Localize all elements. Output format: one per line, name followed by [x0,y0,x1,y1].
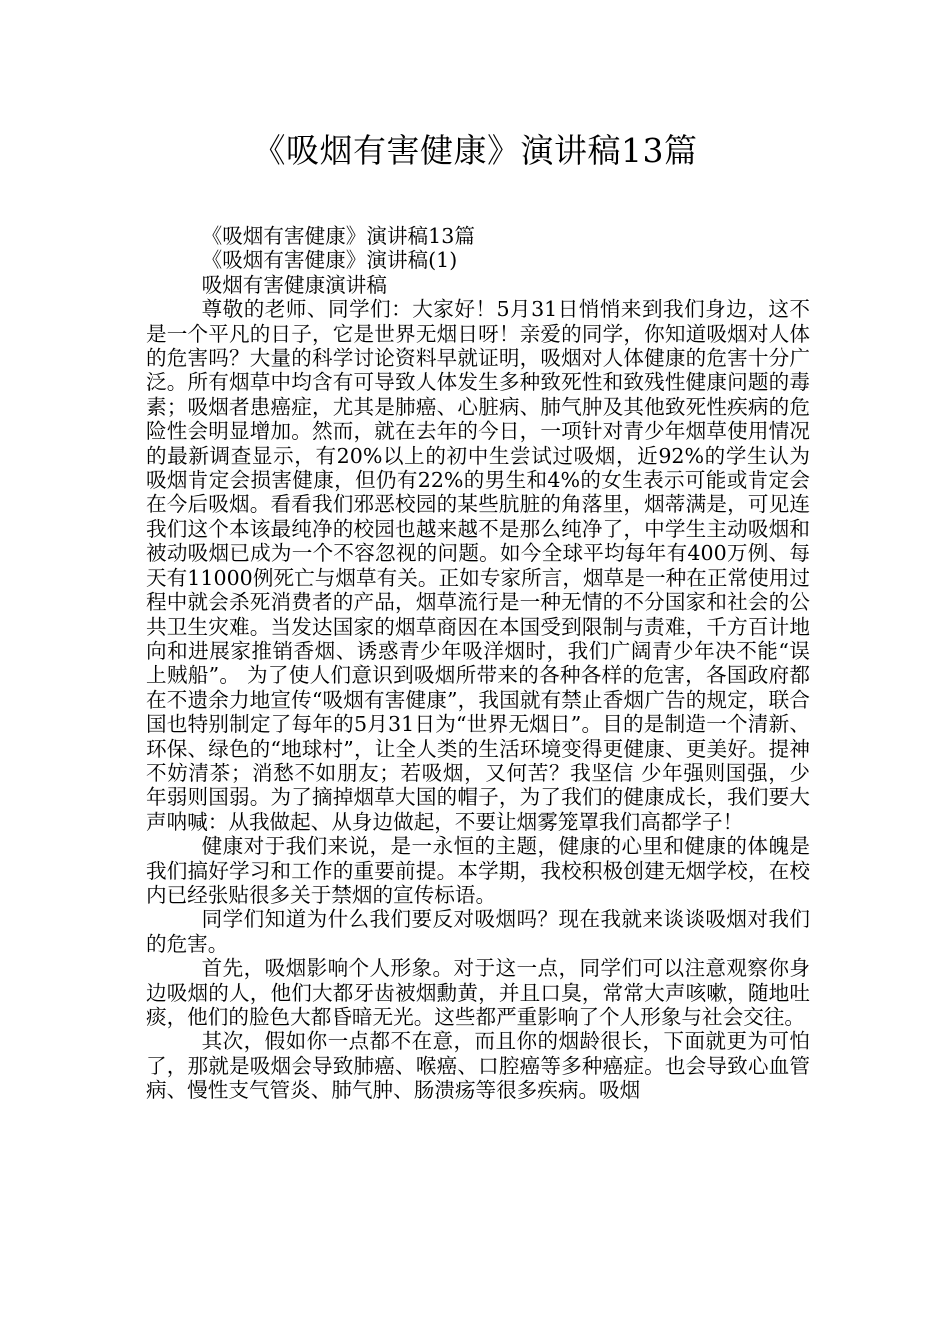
paragraph: 尊敬的老师、同学们：大家好！5月31日悄悄来到我们身边，这不是一个平凡的日子，它是世界无烟日呀！亲爱的同学，你知道吸烟对人体的危害吗？大量的科学讨论资料早就证明，吸烟对人体健康的危害十分广泛。所有烟草中均含有可导致人体发生多种致死性和致残性健康问题的毒素；吸烟者患癌症，尤其是肺癌、心脏病、肺气肿及其他致死性疾病的危险性会明显增加。然而，就在去年的今日，一项针对青少年烟草使用情况的最新调查显示，有20%以上的初中生尝试过吸烟，近92%的学生认为吸烟肯定会损害健康，但仍有22%的男生和4%的女生表示可能或肯定会在今后吸烟。看看我们邪恶校园的某些肮脏的角落里，烟蒂满是，可见连我们这个本该最纯净的校园也越来越不是那么纯净了，中学生主动吸烟和被动吸烟已成为一个不容忽视的问题。如今全球平均每年有400万例、每天有11000例死亡与烟草有关。正如专家所言，烟草是一种在正常使用过程中就会杀死消费者的产品，烟草流行是一种无情的不分国家和社会的公共卫生灾难。当发达国家的烟草商因在本国受到限制与责难，千方百计地向和进展家推销香烟、诱惑青少年吸洋烟时，我们广阔青少年决不能“误上贼船”。 为了使人们意识到吸烟所带来的各种各样的危害，各国政府都在不遗余力地宣传“吸烟有害健康”，我国就有禁止香烟广告的规定，联合国也特别制定了每年的5月31日为“世界无烟日”。目的是制造一个清新、环保、绿色的“地球村”，让全人类的生活环境变得更健康、更美好。提神不妨清茶；消愁不如朋友；若吸烟，又何苦？我坚信 少年强则国强，少年弱则国弱。为了摘掉烟草大国的帽子，为了我们的健康成长，我们要大声呐喊：从我做起、从身边做起，不要让烟雾笼罩我们高都学子！ [146,297,810,834]
paragraph-speech-title: 吸烟有害健康演讲稿 [201,272,387,297]
paragraph: 健康对于我们来说，是一永恒的主题，健康的心里和健康的体魄是我们搞好学习和工作的重要前提。本学期，我校积极创建无烟学校，在校内已经张贴很多关于禁烟的宣传标语。 [146,834,810,907]
paragraph-subtitle: 《吸烟有害健康》演讲稿13篇 [201,224,475,248]
document-body [146,224,810,1103]
paragraph-section-heading: 《吸烟有害健康》演讲稿(1) [201,248,458,273]
paragraph: 同学们知道为什么我们要反对吸烟吗？现在我就来谈谈吸烟对我们的危害。 [146,907,810,956]
document-title: 《吸烟有害健康》演讲稿13篇 [252,131,698,170]
paragraph: 首先，吸烟影响个人形象。对于这一点，同学们可以注意观察你身边吸烟的人，他们大都牙齿被烟勳黄，并且口臭，常常大声咳嗽，随地吐痰，他们的脸色大都昏暗无光。这些都严重影响了个人形象与社会交往。 [146,956,810,1029]
paragraph: 其次，假如你一点都不在意，而且你的烟龄很长，下面就更为可怕了，那就是吸烟会导致肺癌、喉癌、口腔癌等多种癌症。也会导致心血管病、慢性支气管炎、肺气肿、肠溃疡等很多疾病。吸烟 [146,1029,810,1103]
